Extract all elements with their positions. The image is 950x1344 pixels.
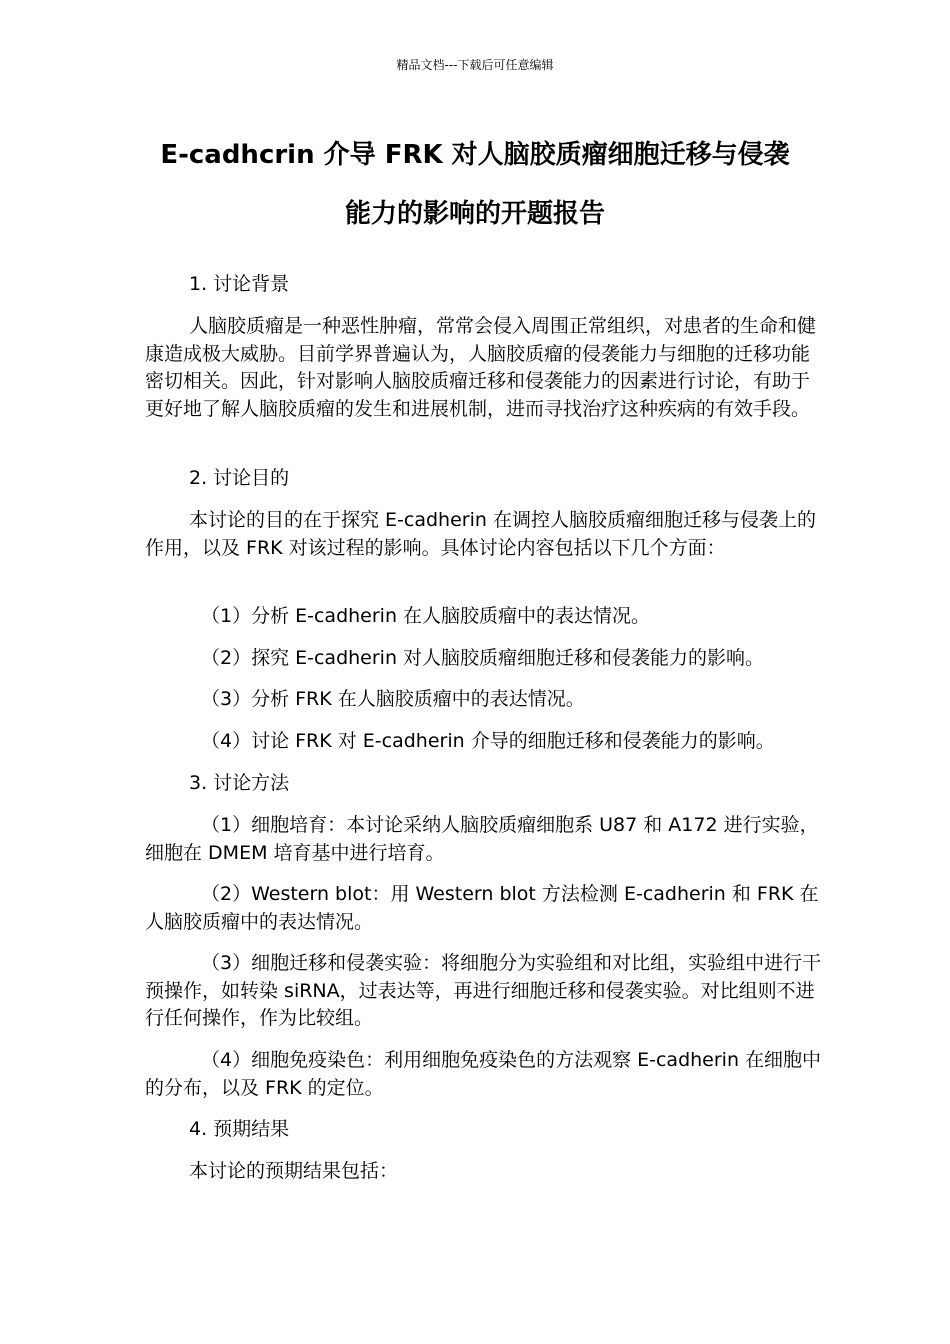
method-item-3: （3）细胞迁移和侵袭实验：将细胞分为实验组和对比组，实验组中进行干预操作，如转染 siRNA，过表达等，再进行细胞迁移和侵袭实验。对比组则不进行任何操作，作为比较组。	[145, 952, 822, 1029]
document-title-line-1: E-cadhcrin 介导 FRK 对人脑胶质瘤细胞迁移与侵袭	[160, 140, 790, 170]
section-heading-purpose: 2. 讨论目的	[189, 467, 290, 489]
method-item-4: （4）细胞免疫染色：利用细胞免疫染色的方法观察 E-cadherin 在细胞中的分布，以及 FRK 的定位。	[145, 1049, 822, 1099]
purpose-item-2: （2）探究 E-cadherin 对人脑胶质瘤细胞迁移和侵袭能力的影响。	[201, 647, 765, 669]
purpose-item-4: （4）讨论 FRK 对 E-cadherin 介导的细胞迁移和侵袭能力的影响。	[201, 730, 775, 752]
method-item-2: （2）Western blot：用 Western blot 方法检测 E-cadherin 和 FRK 在人脑胶质瘤中的表达情况。	[145, 883, 819, 933]
expected-results-intro: 本讨论的预期结果包括：	[189, 1160, 399, 1182]
page-header: 精品文档---下载后可任意编辑	[396, 58, 554, 72]
document-title-line-2: 能力的影响的开题报告	[344, 199, 605, 229]
section-heading-background: 1. 讨论背景	[189, 273, 290, 295]
purpose-intro-paragraph: 本讨论的目的在于探究 E-cadherin 在调控人脑胶质瘤细胞迁移与侵袭上的作用，以及 FRK 对该过程的影响。具体讨论内容包括以下几个方面：	[145, 509, 816, 559]
method-item-1: （1）细胞培育：本讨论采纳人脑胶质瘤细胞系 U87 和 A172 进行实验，细胞在 DMEM 培育基中进行培育。	[145, 814, 819, 864]
section-heading-methods: 3. 讨论方法	[189, 772, 290, 794]
section-heading-expected-results: 4. 预期结果	[189, 1118, 290, 1140]
background-paragraph: 人脑胶质瘤是一种恶性肿瘤，常常会侵入周围正常组织，对患者的生命和健康造成极大威胁。目前学界普遍认为，人脑胶质瘤的侵袭能力与细胞的迁移功能密切相关。因此，针对影响人脑胶质瘤迁移和侵袭能力的因素进行讨论，有助于更好地了解人脑胶质瘤的发生和进展机制，进而寻找治疗这种疾病的有效手段。	[145, 315, 817, 420]
purpose-item-3: （3）分析 FRK 在人脑胶质瘤中的表达情况。	[201, 688, 585, 710]
purpose-item-1: （1）分析 E-cadherin 在人脑胶质瘤中的表达情况。	[201, 605, 651, 627]
